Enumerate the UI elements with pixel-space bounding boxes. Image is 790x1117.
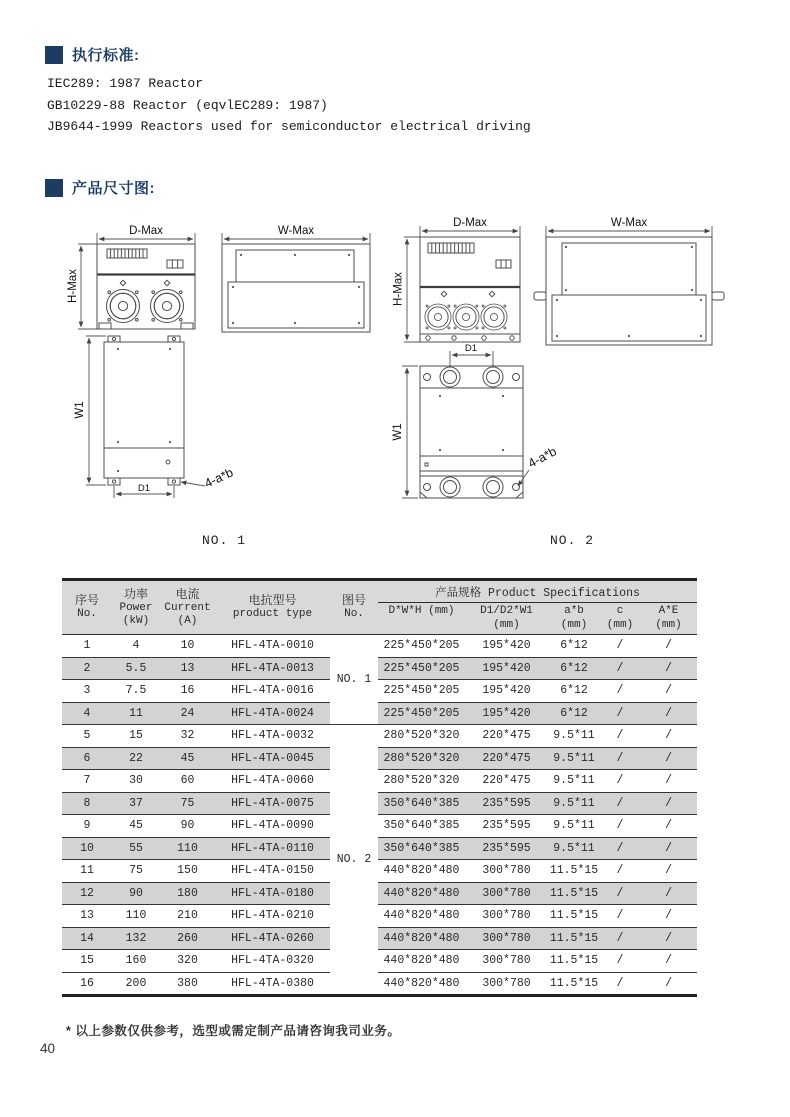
table-row [62, 860, 697, 883]
cell-d1w1: 300*780 [465, 927, 548, 950]
col-header-figure: 图号 No. [330, 580, 378, 635]
dim-label-d1: D1 [464, 343, 478, 354]
cell-ab: 11.5*15 [548, 905, 600, 928]
cell-power: 90 [112, 882, 160, 905]
cell-power: 15 [112, 725, 160, 748]
cell-no: 7 [62, 770, 112, 793]
cell-current: 150 [160, 860, 215, 883]
cell-type: HFL-4TA-0180 [215, 882, 330, 905]
table-row [62, 882, 697, 905]
cell-type: HFL-4TA-0045 [215, 747, 330, 770]
cell-no: 5 [62, 725, 112, 748]
cell-d1w1: 220*475 [465, 747, 548, 770]
cell-c: / [600, 725, 640, 748]
cell-dwh: 225*450*205 [378, 657, 465, 680]
cell-c: / [600, 657, 640, 680]
table-row [62, 747, 697, 770]
col-header-dwh: D*W*H (mm) [378, 603, 465, 635]
cell-ab: 11.5*15 [548, 950, 600, 973]
cell-dwh: 440*820*480 [378, 950, 465, 973]
cell-type: HFL-4TA-0060 [215, 770, 330, 793]
cell-ab: 6*12 [548, 702, 600, 725]
cell-c: / [600, 815, 640, 838]
cell-ae: / [640, 792, 697, 815]
cell-c: / [600, 905, 640, 928]
cell-power: 55 [112, 837, 160, 860]
cell-ae: / [640, 972, 697, 996]
cell-ab: 9.5*11 [548, 815, 600, 838]
cell-type: HFL-4TA-0210 [215, 905, 330, 928]
standard-line: GB10229-88 Reactor (eqvlEC289: 1987) [47, 97, 328, 113]
cell-ae: / [640, 927, 697, 950]
cell-dwh: 280*520*320 [378, 770, 465, 793]
cell-ae: / [640, 635, 697, 658]
cell-no: 6 [62, 747, 112, 770]
cell-ae: / [640, 905, 697, 928]
table-row [62, 815, 697, 838]
table-row [62, 725, 697, 748]
col-header-no: 序号 No. [62, 580, 112, 635]
table-row [62, 770, 697, 793]
cell-d1w1: 220*475 [465, 725, 548, 748]
cell-c: / [600, 770, 640, 793]
cell-d1w1: 300*780 [465, 905, 548, 928]
cell-dwh: 280*520*320 [378, 725, 465, 748]
cell-type: HFL-4TA-0024 [215, 702, 330, 725]
cell-no: 16 [62, 972, 112, 996]
no2-front-view-diagram [392, 214, 524, 350]
cell-power: 110 [112, 905, 160, 928]
figure1-caption: NO. 1 [202, 533, 247, 548]
col-header-specs-group: 产品规格 Product Specifications [378, 580, 697, 603]
cell-d1w1: 195*420 [465, 657, 548, 680]
cell-d1w1: 220*475 [465, 770, 548, 793]
cell-power: 132 [112, 927, 160, 950]
no2-bottom-view-diagram [392, 338, 564, 524]
cell-power: 4 [112, 635, 160, 658]
cell-ae: / [640, 657, 697, 680]
cell-type: HFL-4TA-0110 [215, 837, 330, 860]
cell-dwh: 280*520*320 [378, 747, 465, 770]
cell-dwh: 225*450*205 [378, 635, 465, 658]
cell-d1w1: 195*420 [465, 680, 548, 703]
cell-dwh: 440*820*480 [378, 905, 465, 928]
cell-dwh: 440*820*480 [378, 972, 465, 996]
cell-power: 5.5 [112, 657, 160, 680]
table-row [62, 927, 697, 950]
cell-figure-group: NO. 1 [330, 635, 378, 725]
cell-c: / [600, 927, 640, 950]
cell-ae: / [640, 770, 697, 793]
dim-label-d1: D1 [137, 483, 151, 494]
footnote: * 以上参数仅供参考，选型或需定制产品请咨询我司业务。 [66, 1024, 401, 1038]
cell-d1w1: 300*780 [465, 950, 548, 973]
cell-dwh: 350*640*385 [378, 837, 465, 860]
cell-d1w1: 195*420 [465, 702, 548, 725]
cell-type: HFL-4TA-0380 [215, 972, 330, 996]
cell-c: / [600, 837, 640, 860]
cell-power: 30 [112, 770, 160, 793]
col-header-power: 功率 Power (kW) [112, 580, 160, 635]
cell-current: 24 [160, 702, 215, 725]
cell-type: HFL-4TA-0010 [215, 635, 330, 658]
cell-current: 110 [160, 837, 215, 860]
col-header-type: 电抗型号 product type [215, 580, 330, 635]
cell-c: / [600, 747, 640, 770]
dim-label-w1: W1 [74, 401, 86, 419]
dim-label-wmax: W-Max [277, 225, 315, 237]
cell-power: 160 [112, 950, 160, 973]
cell-type: HFL-4TA-0320 [215, 950, 330, 973]
cell-type: HFL-4TA-0260 [215, 927, 330, 950]
cell-c: / [600, 702, 640, 725]
cell-current: 90 [160, 815, 215, 838]
cell-type: HFL-4TA-0090 [215, 815, 330, 838]
dim-label-holes: 4-a*b [202, 465, 236, 491]
cell-type: HFL-4TA-0032 [215, 725, 330, 748]
cell-power: 75 [112, 860, 160, 883]
dim-label-hmax: H-Max [392, 272, 405, 306]
col-header-d1w1: D1/D2*W1 (mm) [465, 603, 548, 635]
cell-ab: 9.5*11 [548, 747, 600, 770]
cell-current: 32 [160, 725, 215, 748]
cell-no: 1 [62, 635, 112, 658]
cell-ae: / [640, 837, 697, 860]
no1-front-view-diagram [68, 222, 200, 340]
cell-ae: / [640, 860, 697, 883]
cell-no: 15 [62, 950, 112, 973]
cell-no: 9 [62, 815, 112, 838]
standard-line: JB9644-1999 Reactors used for semiconductor electrical driving [47, 119, 531, 134]
figure2-caption: NO. 2 [550, 533, 595, 548]
table-row [62, 657, 697, 680]
cell-ab: 9.5*11 [548, 770, 600, 793]
cell-no: 3 [62, 680, 112, 703]
cell-c: / [600, 972, 640, 996]
cell-ae: / [640, 815, 697, 838]
cell-type: HFL-4TA-0016 [215, 680, 330, 703]
cell-c: / [600, 950, 640, 973]
cell-figure-group: NO. 2 [330, 725, 378, 996]
cell-ab: 6*12 [548, 680, 600, 703]
cell-dwh: 350*640*385 [378, 815, 465, 838]
table-row [62, 972, 697, 996]
spec-table-container [62, 578, 697, 997]
cell-power: 11 [112, 702, 160, 725]
dim-label-dmax: D-Max [129, 225, 163, 237]
cell-current: 45 [160, 747, 215, 770]
cell-ae: / [640, 950, 697, 973]
no1-bottom-view-diagram [72, 336, 267, 504]
dim-label-holes: 4-a*b [525, 444, 559, 471]
cell-no: 10 [62, 837, 112, 860]
cell-d1w1: 235*595 [465, 792, 548, 815]
cell-type: HFL-4TA-0075 [215, 792, 330, 815]
cell-d1w1: 235*595 [465, 815, 548, 838]
cell-no: 14 [62, 927, 112, 950]
dim-label-w1: W1 [392, 423, 404, 441]
cell-c: / [600, 882, 640, 905]
cell-type: HFL-4TA-0150 [215, 860, 330, 883]
table-row [62, 905, 697, 928]
cell-power: 22 [112, 747, 160, 770]
cell-current: 180 [160, 882, 215, 905]
cell-dwh: 225*450*205 [378, 680, 465, 703]
cell-power: 45 [112, 815, 160, 838]
cell-ae: / [640, 680, 697, 703]
cell-power: 200 [112, 972, 160, 996]
cell-c: / [600, 792, 640, 815]
cell-c: / [600, 860, 640, 883]
cell-current: 380 [160, 972, 215, 996]
table-row [62, 702, 697, 725]
cell-current: 16 [160, 680, 215, 703]
dim-label-hmax: H-Max [67, 269, 79, 303]
dimensions-section-title: 产品尺寸图: [72, 180, 155, 197]
cell-d1w1: 300*780 [465, 972, 548, 996]
spec-table [62, 578, 697, 997]
spec-table-body [62, 635, 697, 996]
cell-current: 210 [160, 905, 215, 928]
cell-c: / [600, 680, 640, 703]
cell-current: 75 [160, 792, 215, 815]
cell-dwh: 440*820*480 [378, 860, 465, 883]
cell-no: 12 [62, 882, 112, 905]
cell-ae: / [640, 702, 697, 725]
cell-type: HFL-4TA-0013 [215, 657, 330, 680]
cell-no: 4 [62, 702, 112, 725]
cell-d1w1: 300*780 [465, 882, 548, 905]
cell-c: / [600, 635, 640, 658]
cell-dwh: 225*450*205 [378, 702, 465, 725]
standards-section-title: 执行标准: [72, 47, 140, 64]
cell-ab: 9.5*11 [548, 725, 600, 748]
cell-d1w1: 300*780 [465, 860, 548, 883]
cell-ab: 6*12 [548, 635, 600, 658]
cell-current: 260 [160, 927, 215, 950]
page-number: 40 [40, 1041, 56, 1056]
cell-current: 10 [160, 635, 215, 658]
col-header-c: c (mm) [600, 603, 640, 635]
cell-ab: 6*12 [548, 657, 600, 680]
cell-ae: / [640, 725, 697, 748]
cell-ab: 11.5*15 [548, 927, 600, 950]
cell-dwh: 440*820*480 [378, 882, 465, 905]
cell-ab: 9.5*11 [548, 792, 600, 815]
dim-label-wmax: W-Max [610, 217, 648, 229]
cell-dwh: 350*640*385 [378, 792, 465, 815]
cell-no: 11 [62, 860, 112, 883]
table-row [62, 635, 697, 658]
cell-dwh: 440*820*480 [378, 927, 465, 950]
col-header-ae: A*E (mm) [640, 603, 697, 635]
standard-line: IEC289: 1987 Reactor [47, 76, 204, 91]
cell-ae: / [640, 747, 697, 770]
col-header-current: 电流 Current (A) [160, 580, 215, 635]
no1-side-view-diagram [210, 222, 378, 340]
cell-no: 8 [62, 792, 112, 815]
table-row [62, 680, 697, 703]
table-row [62, 837, 697, 860]
cell-ab: 9.5*11 [548, 837, 600, 860]
cell-no: 13 [62, 905, 112, 928]
cell-d1w1: 235*595 [465, 837, 548, 860]
cell-ab: 11.5*15 [548, 860, 600, 883]
cell-current: 60 [160, 770, 215, 793]
dim-label-dmax: D-Max [453, 217, 487, 229]
cell-power: 7.5 [112, 680, 160, 703]
cell-d1w1: 195*420 [465, 635, 548, 658]
col-header-ab: a*b (mm) [548, 603, 600, 635]
cell-current: 320 [160, 950, 215, 973]
table-row [62, 792, 697, 815]
table-row [62, 950, 697, 973]
no2-side-view-diagram [530, 214, 726, 350]
cell-no: 2 [62, 657, 112, 680]
cell-power: 37 [112, 792, 160, 815]
cell-ae: / [640, 882, 697, 905]
cell-ab: 11.5*15 [548, 882, 600, 905]
cell-current: 13 [160, 657, 215, 680]
cell-ab: 11.5*15 [548, 972, 600, 996]
